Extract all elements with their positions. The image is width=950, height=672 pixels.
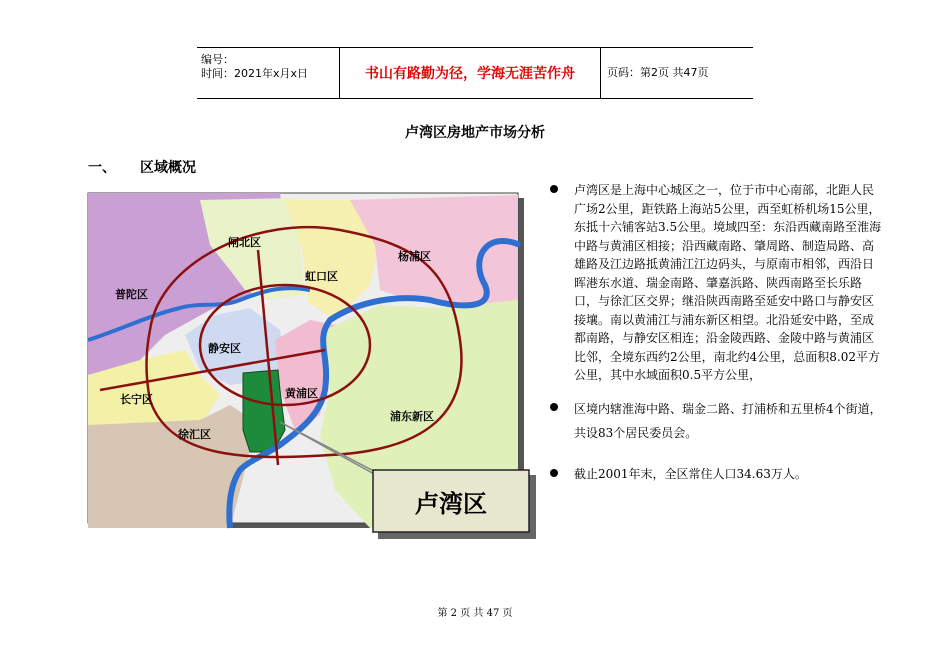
document-title: 卢湾区房地产市场分析 xyxy=(405,125,545,141)
doc-time-label: 时间：2021年x月x日 xyxy=(201,67,309,80)
bullet-icon xyxy=(550,469,558,477)
header-page-cell xyxy=(601,48,753,98)
page-footer: 第 2 页 共 47 页 xyxy=(437,608,513,619)
bullet-icon xyxy=(550,185,558,193)
overview-bullet-list xyxy=(548,181,883,483)
section-title: 区域概况 xyxy=(140,160,196,176)
label-zhabei: 闸北区 xyxy=(228,236,261,249)
section-number: 一、 xyxy=(88,160,116,176)
bullet-text: 截止2001年末，全区常住人口34.63万人。 xyxy=(574,466,807,481)
list-item xyxy=(548,181,883,385)
label-yangpu: 杨浦区 xyxy=(398,250,431,263)
label-huangpu: 黄浦区 xyxy=(285,387,318,400)
header-page-info: 页码：第2页 共47页 xyxy=(607,66,709,79)
header-meta xyxy=(197,48,339,98)
label-pudong: 浦东新区 xyxy=(390,410,434,423)
label-hongkou: 虹口区 xyxy=(305,270,338,283)
list-item xyxy=(548,465,883,484)
label-changning: 长宁区 xyxy=(120,393,153,406)
bullet-text: 区境内辖淮海中路、瑞金二路、打浦桥和五里桥4个街道，共设83个居民委员会。 xyxy=(574,401,882,440)
label-xuhui: 徐汇区 xyxy=(178,428,211,441)
callout-label: 卢湾区 xyxy=(415,489,487,518)
doc-number-label: 编号： xyxy=(201,53,234,66)
section-heading xyxy=(88,157,196,177)
header-table xyxy=(197,47,753,99)
bullet-text: 卢湾区是上海中心城区之一，位于市中心南部，北距人民广场2公里，距铁路上海站5公里，西至虹桥机场15公里，东抵十六铺客站3.5公里。境域四至：东沿西藏南路至淮海中路与黄浦区相接；沿西藏南路、肇周路、制造局路、高雄路及江边路抵黄浦江江边码头，与原南市相邻，西沿日晖港东水道、瑞金南路、肇嘉浜路、陕西南路至长乐路口，与徐汇区交界；继沿陕西南路至延安中路口与静安区接壤。南以黄浦江与浦东新区相望。北沿延安中路，至成都南路，与静安区相连；沿金陵西路、金陵中路与黄浦区比邻，全境东西约2公里，南北约4公里，总面积8.02平方公里，其中水域面积0.5平方公里， xyxy=(574,183,882,382)
list-item xyxy=(548,397,883,445)
header-motto: 书山有路勤为径，学海无涯苦作舟 xyxy=(365,66,575,82)
bullet-icon xyxy=(550,403,558,411)
header-motto-cell xyxy=(339,48,601,98)
region-luwan-highlight xyxy=(243,370,285,452)
label-jingan: 静安区 xyxy=(208,342,241,355)
district-map xyxy=(80,190,540,545)
label-putuo: 普陀区 xyxy=(115,288,148,301)
